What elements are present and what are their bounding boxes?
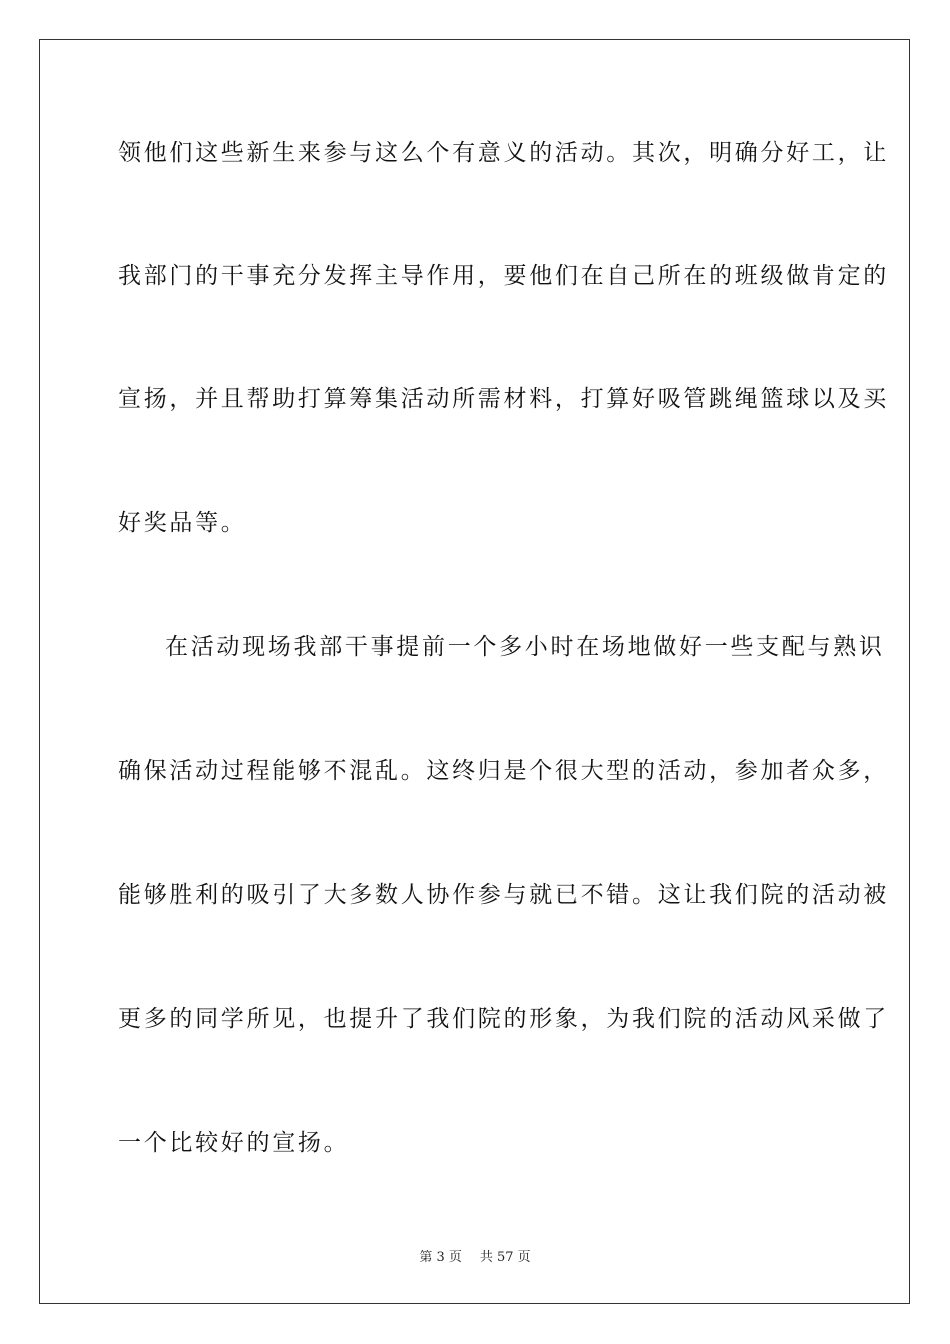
text-line-2: 我部门的干事充分发挥主导作用，要他们在自己所在的班级做肯定的 — [118, 263, 889, 289]
page-number: 第 3 页 — [419, 1250, 462, 1265]
text-line-5-paragraph-start: 在活动现场我部干事提前一个多小时在场地做好一些支配与熟识 — [165, 634, 885, 660]
text-line-6: 确保活动过程能够不混乱。这终归是个很大型的活动，参加者众多， — [118, 758, 889, 784]
text-line-7: 能够胜利的吸引了大多数人协作参与就已不错。这让我们院的活动被 — [118, 882, 889, 908]
text-line-8: 更多的同学所见，也提升了我们院的形象，为我们院的活动风采做了 — [118, 1006, 889, 1032]
page-footer — [0, 1246, 950, 1265]
text-line-1: 领他们这些新生来参与这么个有意义的活动。其次，明确分好工，让 — [118, 140, 889, 166]
text-line-9: 一个比较好的宣扬。 — [118, 1130, 350, 1156]
text-line-3: 宣扬，并且帮助打算筹集活动所需材料，打算好吸管跳绳篮球以及买 — [118, 386, 889, 412]
page-total: 共 57 页 — [479, 1250, 531, 1265]
page-border — [39, 39, 910, 1304]
text-line-4: 好奖品等。 — [118, 510, 247, 536]
